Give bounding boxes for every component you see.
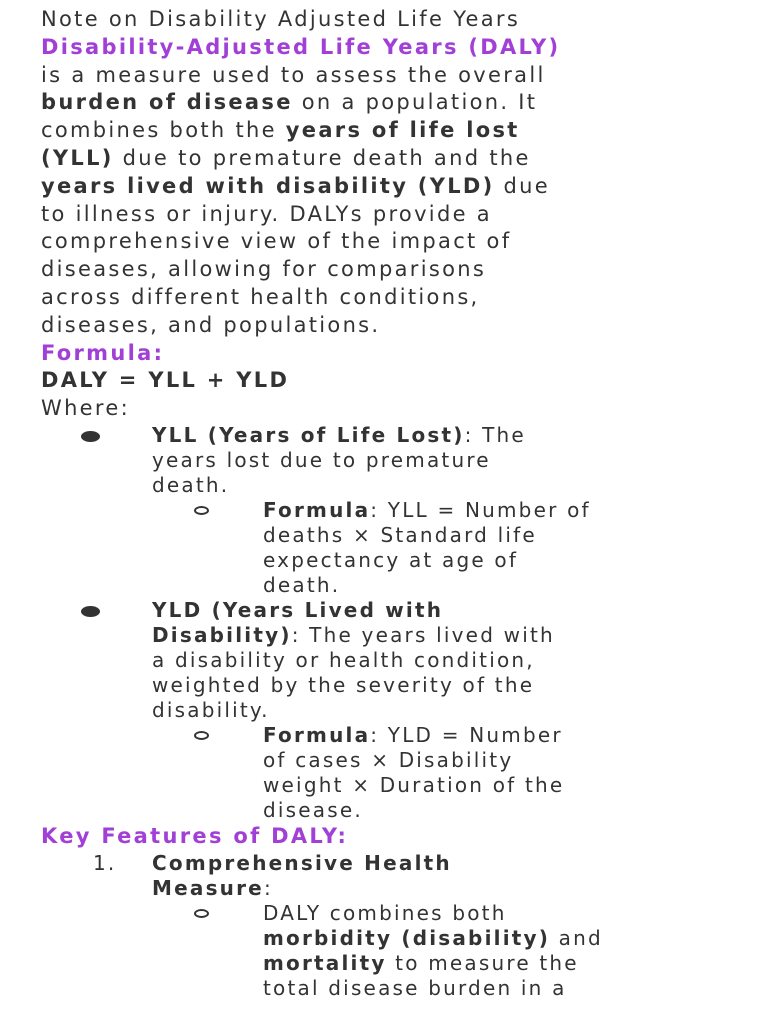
- text-line: [152, 623, 731, 648]
- sub-list-item: [152, 498, 731, 598]
- text: comprehensive view of the impact of: [41, 229, 512, 254]
- text: of cases × Disability: [263, 747, 514, 772]
- text-line: [41, 312, 731, 340]
- bold-text: Comprehensive Health: [152, 850, 452, 875]
- text: death.: [152, 472, 230, 497]
- text: disease.: [263, 797, 363, 822]
- text: to illness or injury. DALYs provide a: [41, 201, 492, 226]
- bold-text: Formula: [263, 497, 371, 522]
- bold-text: Formula: [263, 722, 371, 747]
- text: and: [550, 925, 603, 950]
- sub-list-item: [152, 723, 731, 823]
- text: diseases, and populations.: [41, 312, 381, 337]
- bold-text: Disability): [152, 622, 292, 647]
- text-line: [263, 951, 731, 976]
- text-line: [152, 598, 731, 623]
- text-line: [263, 976, 731, 1001]
- intro-paragraph: [41, 62, 731, 340]
- text-line: [263, 773, 731, 798]
- formula-equation: DALY = YLL + YLD: [41, 368, 290, 393]
- intro-heading: Disability-Adjusted Life Years (DALY): [41, 34, 561, 59]
- text: combines both the: [41, 118, 286, 143]
- list-item: [41, 851, 731, 1001]
- text-line: [263, 748, 731, 773]
- bold-text: years lived with disability (YLD): [41, 173, 495, 198]
- text: :: [263, 875, 273, 900]
- text-line: [263, 798, 731, 823]
- text: : YLL = Number of: [370, 497, 591, 522]
- text: : The: [464, 422, 526, 447]
- bold-text: (YLL): [41, 145, 114, 170]
- bold-text: YLL (Years of Life Lost): [152, 422, 465, 447]
- text-line: [263, 548, 731, 573]
- bullet-icon: [81, 606, 100, 617]
- bold-text: morbidity (disability): [263, 925, 551, 950]
- formula-where-label: Where:: [41, 396, 130, 421]
- key-features-list: [41, 851, 731, 1001]
- text: disability.: [152, 697, 270, 722]
- text: is a measure used to assess the overall: [41, 62, 546, 87]
- text-line: [263, 573, 731, 598]
- sub-list: [152, 723, 731, 823]
- text-line: [152, 448, 731, 473]
- bold-text: burden of disease: [41, 90, 293, 115]
- text: weighted by the severity of the: [152, 672, 535, 697]
- list-number: 1.: [93, 850, 117, 875]
- list-item: [41, 423, 731, 598]
- text-line: [152, 698, 731, 723]
- formula-components-list: [41, 423, 731, 823]
- document-page: [41, 6, 731, 1024]
- key-features-heading: Key Features of DALY:: [41, 823, 349, 848]
- bold-text: Measure: [152, 875, 264, 900]
- sub-list-item: [152, 901, 731, 1001]
- hollow-bullet-icon: [194, 506, 209, 515]
- sub-list: [152, 498, 731, 598]
- hollow-bullet-icon: [194, 909, 209, 918]
- text-line: [152, 673, 731, 698]
- bold-text: years of life lost: [285, 118, 520, 143]
- text-line: [152, 648, 731, 673]
- text-line: [152, 423, 731, 448]
- text-line: [41, 284, 731, 312]
- bold-text: mortality: [263, 950, 387, 975]
- sub-list: [152, 901, 731, 1001]
- text-line: [263, 723, 731, 748]
- list-item: [41, 598, 731, 823]
- formula-heading: Formula:: [41, 340, 165, 365]
- text: weight × Duration of the: [263, 772, 565, 797]
- document-title: Note on Disability Adjusted Life Years: [41, 7, 521, 31]
- text-line: [152, 851, 731, 876]
- text: expectancy at age of: [263, 547, 519, 572]
- text: : YLD = Number: [370, 722, 563, 747]
- text-line: [152, 876, 731, 901]
- text: DALY combines both: [263, 900, 507, 925]
- text: across different health conditions,: [41, 284, 480, 309]
- text: due to premature death and the: [113, 145, 531, 170]
- bullet-icon: [81, 431, 100, 442]
- text-line: [263, 523, 731, 548]
- text-line: [263, 901, 731, 926]
- text-line: [41, 173, 731, 201]
- text-line: [263, 498, 731, 523]
- text-line: [41, 117, 731, 145]
- text-line: [263, 926, 731, 951]
- text-line: [41, 62, 731, 90]
- text: death.: [263, 572, 341, 597]
- text-line: [41, 201, 731, 229]
- hollow-bullet-icon: [194, 731, 209, 740]
- text-line: [41, 228, 731, 256]
- text: deaths × Standard life: [263, 522, 537, 547]
- text-line: [41, 89, 731, 117]
- text: on a population. It: [292, 90, 538, 115]
- text: diseases, allowing for comparisons: [41, 257, 487, 282]
- text: total disease burden in a: [263, 975, 567, 1000]
- bold-text: YLD (Years Lived with: [152, 597, 444, 622]
- text-line: [41, 256, 731, 284]
- text: : The years lived with: [291, 622, 555, 647]
- text: a disability or health condition,: [152, 647, 535, 672]
- text-line: [41, 145, 731, 173]
- text: years lost due to premature: [152, 447, 491, 472]
- text: to measure the: [386, 950, 579, 975]
- text-line: [152, 473, 731, 498]
- text: due: [494, 173, 550, 198]
